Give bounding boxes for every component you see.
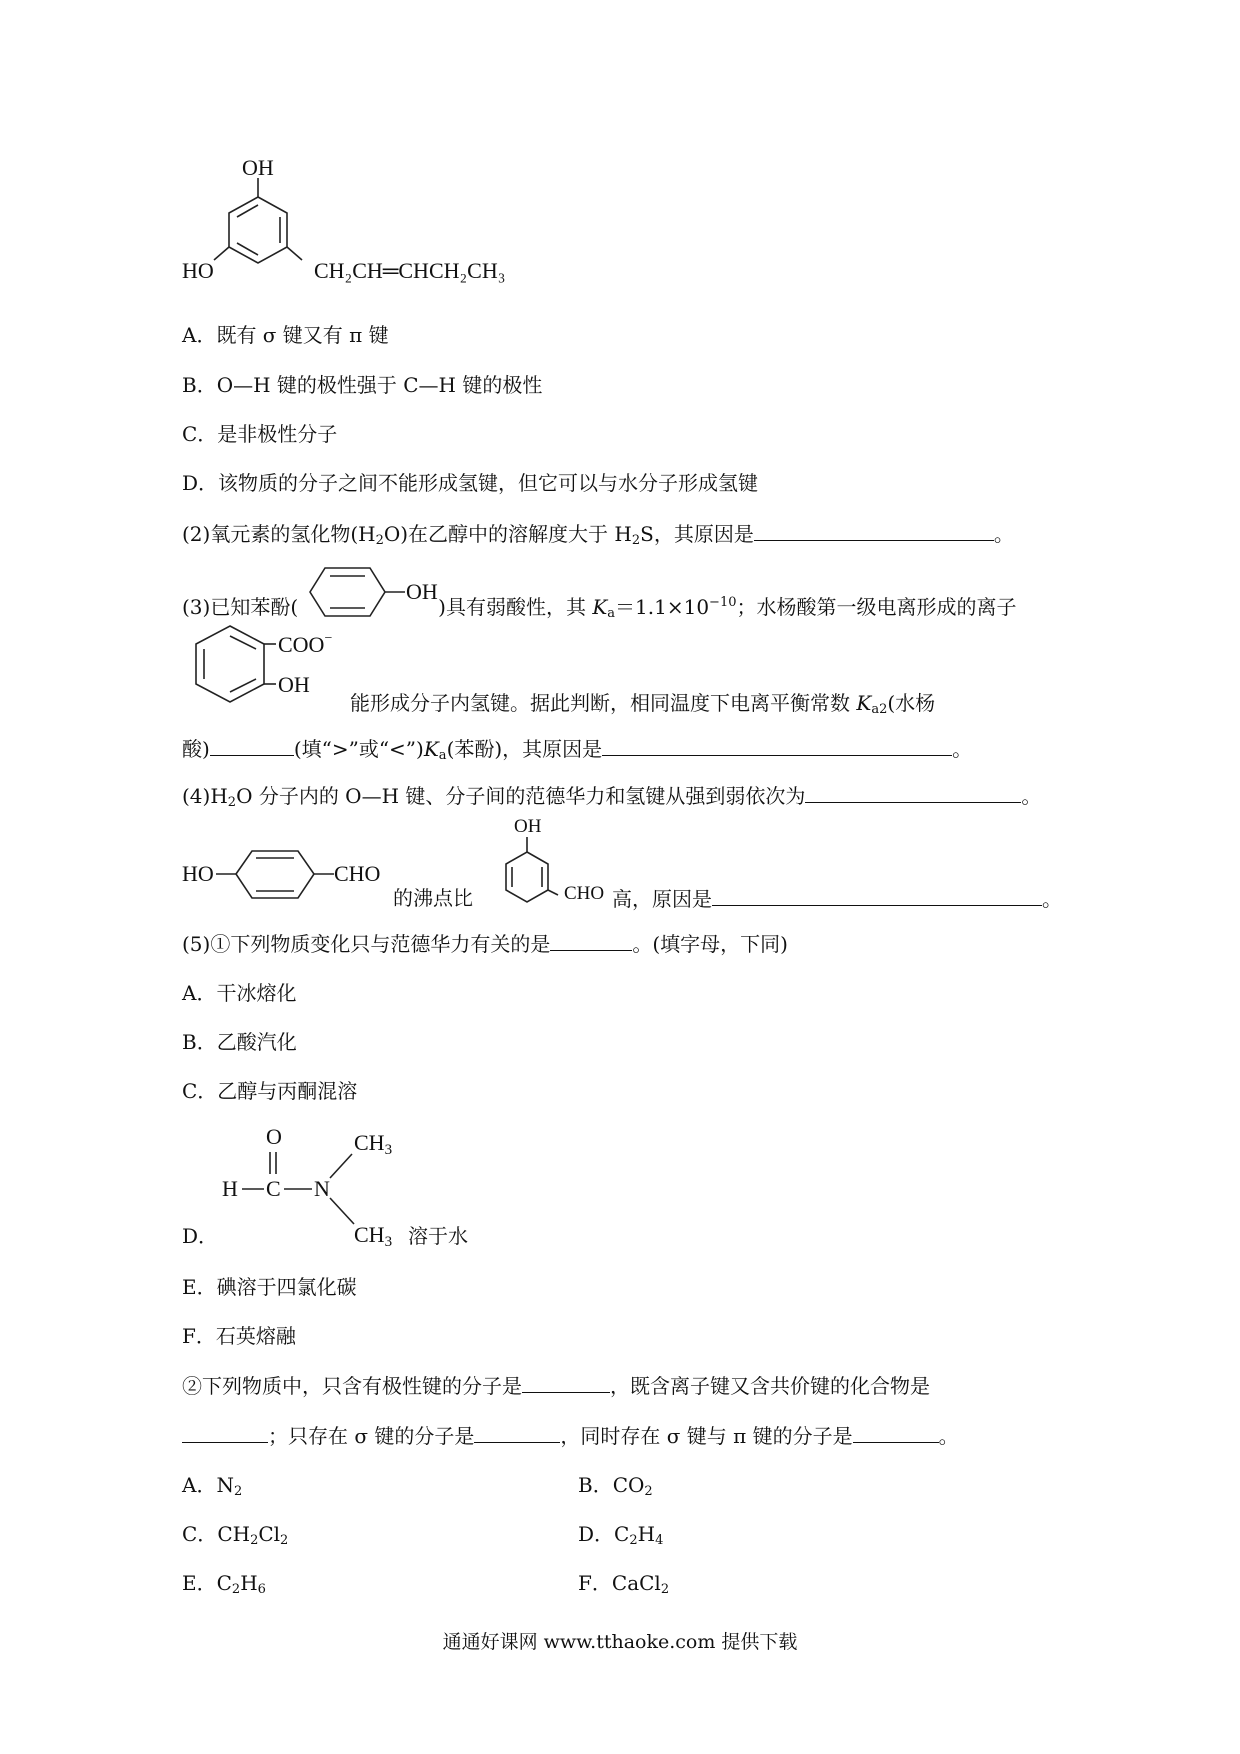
q5-2-option-a: A．$N_2$ (182, 1473, 243, 1499)
side-chain-label: CH₂CH═CHCH₂CH₃ (314, 258, 506, 283)
phenol-structure (300, 562, 460, 624)
salicylate-ion-structure (178, 622, 378, 722)
q5-2-option-d: D．$C_2H_4$ (578, 1522, 664, 1548)
q1-option-c: C．是非极性分子 (182, 422, 338, 446)
question-4-boiling-point-text: 的沸点比 (393, 886, 473, 910)
q1-option-a: A．既有 σ 键又有 π 键 (182, 323, 389, 347)
answer-blank[interactable] (474, 1422, 560, 1443)
answer-blank[interactable] (182, 1422, 268, 1443)
answer-blank[interactable] (712, 885, 1042, 906)
svg-text:CH3: CH3 (354, 1130, 393, 1158)
hydroxyl-left-label: HO (182, 258, 214, 283)
svg-text:C: C (266, 1176, 281, 1201)
q1-option-d: D．该物质的分子之间不能形成氢键，但它可以与水分子形成氢键 (182, 471, 759, 495)
svg-text:CH3: CH3 (354, 1222, 393, 1250)
q5-2-option-b: B．$CO_2$ (578, 1473, 653, 1499)
q5-2-option-c: C．$CH_2Cl_2$ (182, 1522, 289, 1548)
question-4-line-2: 高，原因是 。 (612, 887, 1062, 911)
svg-text:CHO: CHO (334, 861, 381, 886)
p-hydroxybenzaldehyde-structure (180, 846, 400, 916)
svg-text:CHO: CHO (564, 883, 605, 904)
carboxylate-label: COO (278, 632, 325, 657)
svg-text:HO: HO (182, 861, 214, 886)
question-3-line-2: 能形成分子内氢键。据此判断，相同温度下电离平衡常数 $K_{a2}$(水杨 (350, 691, 936, 717)
q5-option-a: A．干冰熔化 (182, 981, 297, 1005)
svg-text:N: N (314, 1176, 330, 1201)
q5-option-e: E．碘溶于四氯化碳 (182, 1275, 357, 1299)
question-2: (2)氧元素的氢化物$(H_2O)$在乙醇中的溶解度大于 $H_2S$，其原因是 。 (182, 522, 1014, 548)
answer-blank[interactable] (602, 735, 952, 756)
resorcinol-derivative-structure (180, 150, 600, 310)
question-5-1-stem: (5)①下列物质变化只与范德华力有关的是 。(填字母，下同) (182, 932, 788, 956)
answer-blank[interactable] (522, 1372, 610, 1393)
q5-option-b: B．乙酸汽化 (182, 1030, 297, 1054)
dimethylformamide-structure (212, 1120, 422, 1255)
answer-blank[interactable] (754, 520, 994, 541)
q5-2-option-f: F．CaCl$_2$ (578, 1571, 670, 1597)
question-3-line-1: (3)已知苯酚( )具有弱酸性，其 $K_a=1.1\times 10^{-10}$；水杨酸第一级电离形成的离子 (182, 595, 1017, 621)
q5-option-d-label: D． (182, 1224, 219, 1248)
answer-blank[interactable] (853, 1422, 939, 1443)
question-3-line-3: 酸) (填“>”或“$<”)K_a$(苯酚)，其原因是 。 (182, 737, 973, 763)
salicylate-oh-label: OH (278, 672, 310, 697)
question-4-line-1: $(4)H_2O$ 分子内的 O—H 键、分子间的范德华力和氢键从强到弱依次为 。 (182, 784, 1042, 810)
negative-charge: − (324, 631, 333, 646)
svg-text:OH: OH (514, 816, 542, 837)
question-5-2-line-1: ②下列物质中，只含有极性键的分子是 ，既含离子键又含共价键的化合物是 (182, 1374, 930, 1398)
q5-2-option-e: E．$C_2H_6$ (182, 1571, 266, 1597)
question-5-2-line-2: ；只存在 σ 键的分子是 ，同时存在 σ 键与 π 键的分子是 。 (182, 1422, 959, 1449)
page-footer: 通通好课网 www.tthaoke.com 提供下载 (442, 1631, 798, 1653)
answer-blank[interactable] (550, 930, 632, 951)
svg-text:H: H (222, 1176, 238, 1201)
answer-blank[interactable] (210, 735, 294, 756)
q5-option-f: F．石英熔融 (182, 1324, 296, 1348)
q5-option-c: C．乙醇与丙酮混溶 (182, 1079, 358, 1103)
svg-text:COO− (278, 631, 332, 657)
q5-option-d-suffix: 溶于水 (408, 1224, 468, 1248)
answer-blank[interactable] (805, 782, 1021, 803)
svg-text:O: O (266, 1124, 282, 1149)
phenol-oh-label: OH (406, 579, 438, 604)
q1-option-b: B．O—H 键的极性强于 C—H 键的极性 (182, 373, 543, 397)
hydroxyl-top-label: OH (242, 155, 274, 180)
